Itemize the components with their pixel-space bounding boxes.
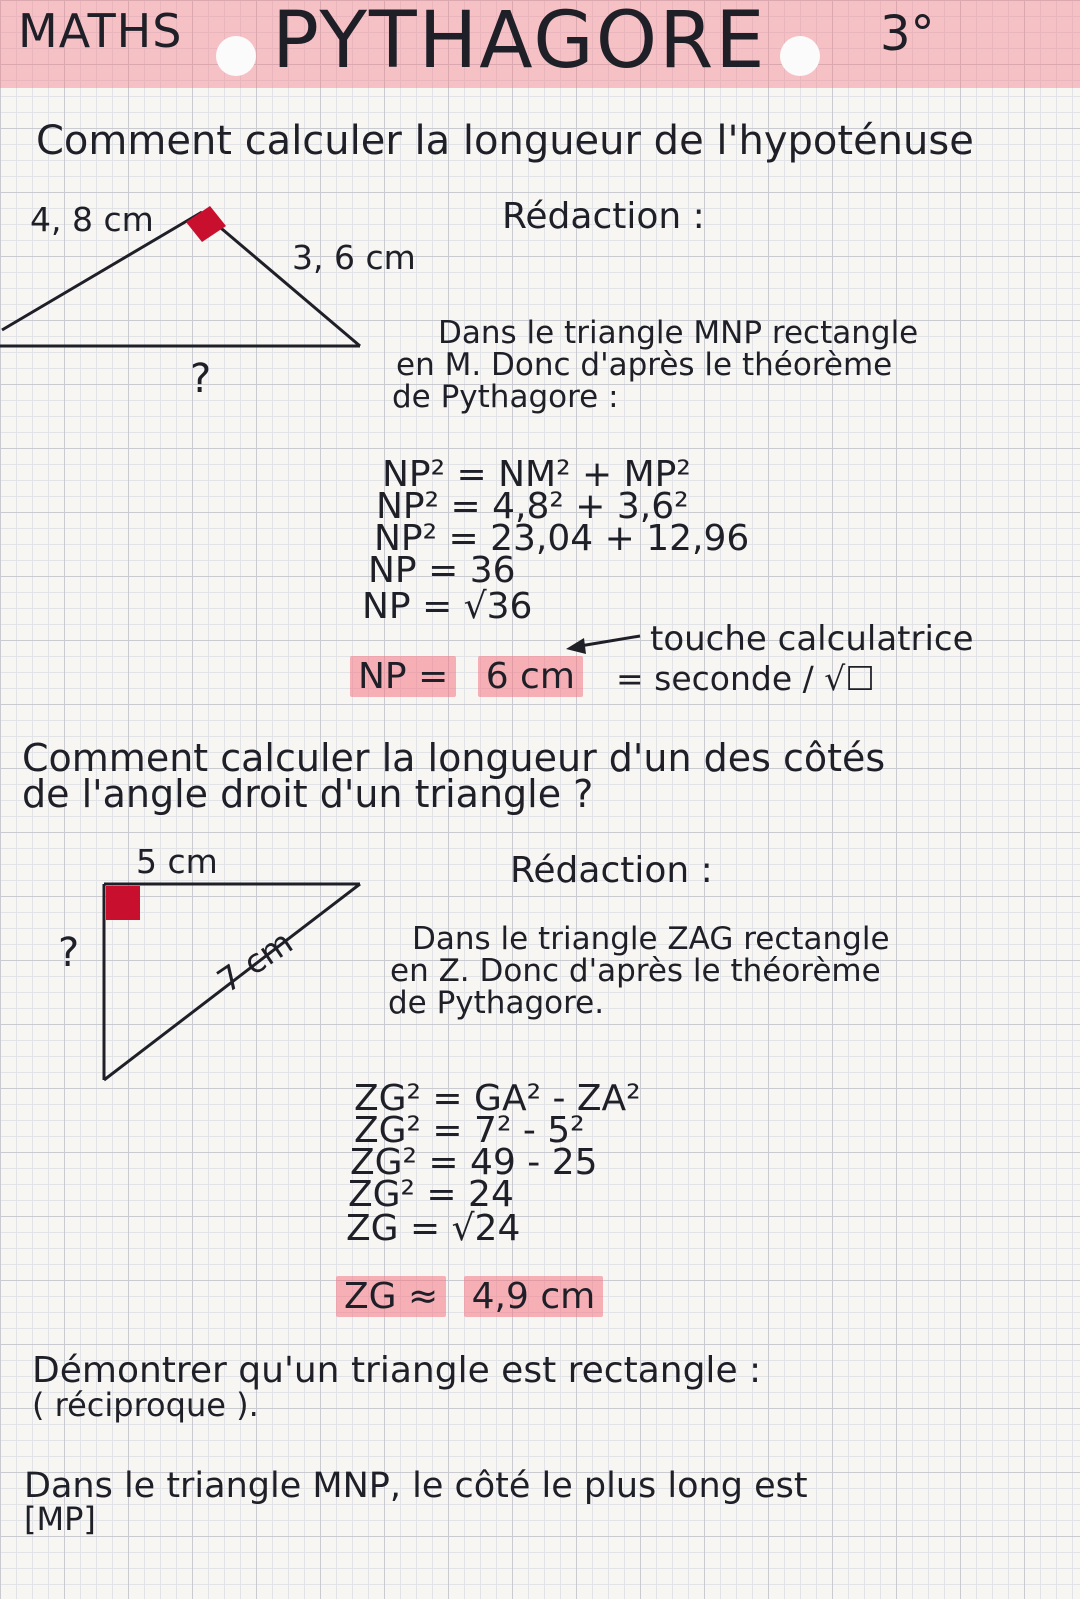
- equation-1-2: NP² = 4,8² + 3,6²: [376, 486, 689, 527]
- question-leg-line-1: Comment calculer la longueur d'un des côtés: [22, 736, 886, 780]
- redaction2-line-2: en Z. Donc d'après le théorème: [390, 953, 881, 989]
- equation-2-2: ZG² = 7² - 5²: [354, 1110, 585, 1151]
- calculator-key-note: = seconde / √☐: [616, 659, 875, 698]
- converse-heading-line-1: Démontrer qu'un triangle est rectangle :: [32, 1350, 762, 1391]
- label-side-b: 3, 6 cm: [292, 238, 416, 277]
- result-1-value: 6 cm: [478, 656, 583, 697]
- page-title: PYTHAGORE: [272, 0, 767, 86]
- grade-label: 3°: [880, 6, 935, 62]
- equation-2-1: ZG² = GA² - ZA²: [354, 1078, 641, 1119]
- question-leg-line-2: de l'angle droit d'un triangle ?: [22, 772, 594, 816]
- equation-1-4: NP = 36: [368, 550, 516, 591]
- label-unknown-2: ?: [58, 930, 80, 976]
- converse-text-line-1: Dans le triangle MNP, le côté le plus long est: [24, 1466, 808, 1506]
- result-2: [336, 1276, 603, 1317]
- equation-1-1: NP² = NM² + MP²: [382, 454, 691, 495]
- label-side-a: 4, 8 cm: [30, 200, 154, 239]
- converse-heading-line-2: ( réciproque ).: [32, 1386, 259, 1424]
- triangle-mnp-right-side: [202, 212, 360, 346]
- redaction2-line-1: Dans le triangle ZAG rectangle: [412, 921, 890, 957]
- right-angle-mark-1: [186, 206, 226, 242]
- redaction-line-2: en M. Donc d'après le théorème: [396, 347, 893, 383]
- calculator-note: touche calculatrice: [650, 619, 974, 659]
- result-1-lhs: NP =: [350, 656, 456, 697]
- equation-2-3: ZG² = 49 - 25: [350, 1142, 598, 1183]
- result-1: [350, 656, 583, 697]
- redaction2-line-3: de Pythagore.: [388, 985, 605, 1021]
- redaction-line-1: Dans le triangle MNP rectangle: [438, 315, 919, 351]
- label-side-top: 5 cm: [136, 842, 218, 881]
- redaction-line-3: de Pythagore :: [392, 379, 619, 415]
- question-hypotenuse: Comment calculer la longueur de l'hypoténuse: [36, 118, 974, 164]
- subject-label: MATHS: [18, 4, 183, 58]
- label-unknown-1: ?: [190, 356, 212, 402]
- redaction-label-1: Rédaction :: [502, 196, 705, 237]
- redaction-label-2: Rédaction :: [510, 850, 713, 891]
- calculator-arrow-head: [566, 638, 586, 654]
- equation-1-3: NP² = 23,04 + 12,96: [374, 518, 750, 559]
- result-2-lhs: ZG ≈: [336, 1276, 446, 1317]
- equation-2-5: ZG = √24: [346, 1208, 521, 1249]
- calculator-arrow: [580, 636, 640, 646]
- equation-1-5: NP = √36: [362, 586, 533, 627]
- result-2-value: 4,9 cm: [464, 1276, 604, 1317]
- label-hypotenuse: 7 cm: [210, 922, 300, 1001]
- right-angle-mark-2: [106, 886, 140, 920]
- equation-2-4: ZG² = 24: [348, 1174, 514, 1215]
- converse-text-line-2: [MP]: [24, 1500, 96, 1538]
